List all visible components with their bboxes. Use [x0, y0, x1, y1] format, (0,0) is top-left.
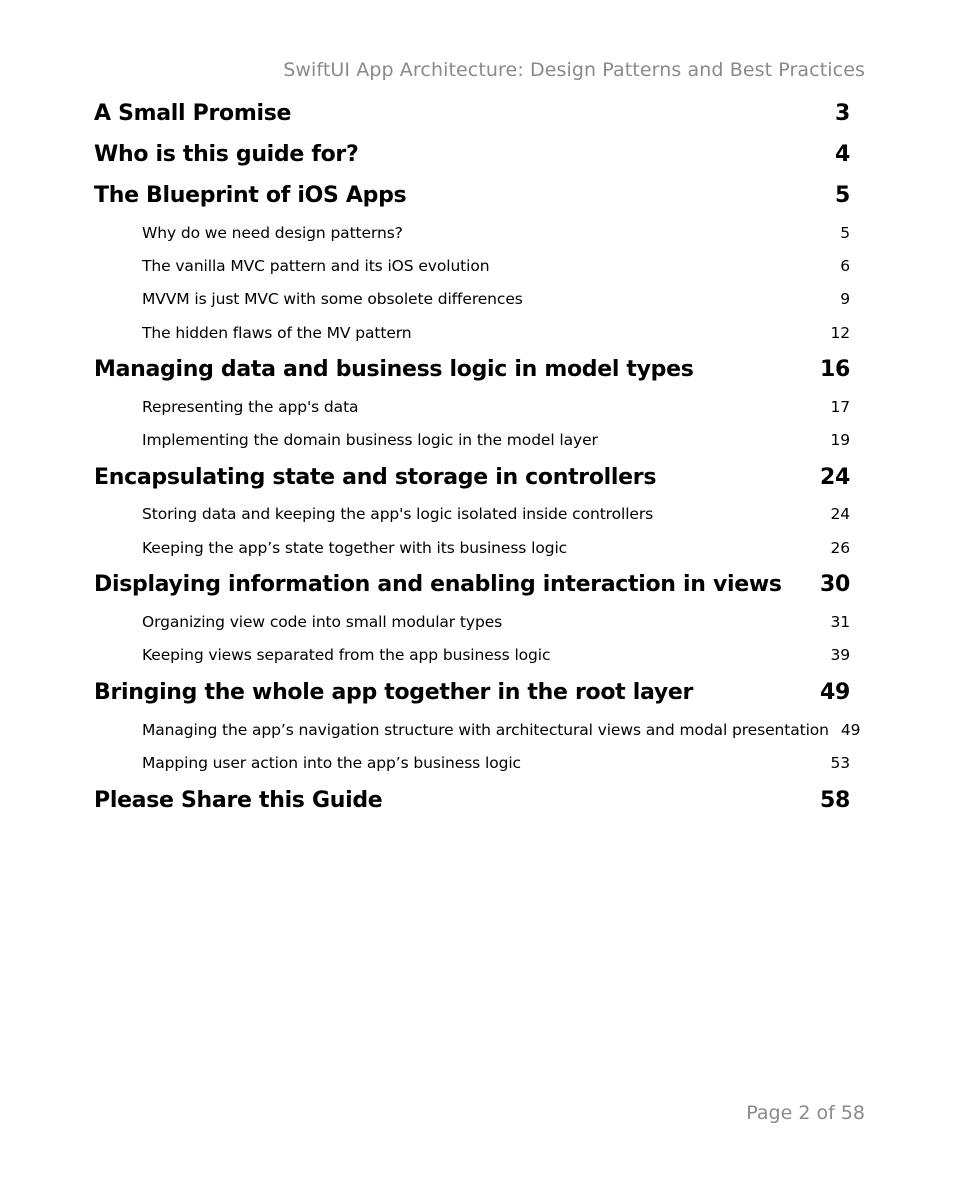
toc-subentry-title: Keeping views separated from the app business logic	[142, 646, 551, 665]
toc-subentry[interactable]	[94, 216, 850, 249]
toc-subentry-page: 49	[840, 720, 861, 739]
toc-subentry-page: 39	[830, 646, 850, 665]
toc-subentry-title: Why do we need design patterns?	[142, 223, 403, 242]
table-of-contents	[94, 93, 861, 821]
running-header: SwiftUI App Architecture: Design Patterns and Best Practices	[283, 59, 865, 81]
toc-subentry[interactable]	[94, 639, 850, 672]
toc-subentry[interactable]	[94, 746, 850, 779]
toc-entry[interactable]	[94, 93, 850, 134]
toc-entry[interactable]	[94, 564, 850, 605]
toc-subentry-page: 17	[830, 397, 850, 416]
toc-entry-title: The Blueprint of iOS Apps	[94, 183, 407, 208]
toc-subentry-page: 9	[840, 290, 850, 309]
toc-subentry[interactable]	[94, 423, 850, 456]
toc-entry[interactable]	[94, 134, 850, 175]
toc-entry-title: Managing data and business logic in model types	[94, 357, 694, 383]
toc-entry[interactable]	[94, 780, 850, 821]
toc-subentry-title: Storing data and keeping the app's logic isolated inside controllers	[142, 505, 654, 524]
toc-subentry[interactable]	[94, 249, 850, 282]
toc-subentry-title: Managing the app’s navigation structure with architectural views and modal presentation	[142, 720, 829, 739]
toc-subentry[interactable]	[94, 531, 850, 564]
toc-entry-title: Please Share this Guide	[94, 787, 383, 813]
toc-subentry-title: Keeping the app’s state together with its business logic	[142, 538, 568, 557]
toc-subentry-page: 26	[830, 538, 850, 557]
toc-subentry-page: 19	[830, 431, 850, 450]
toc-entry-page: 24	[819, 464, 850, 490]
toc-subentry-title: The vanilla MVC pattern and its iOS evolution	[142, 256, 490, 275]
toc-entry-page: 49	[819, 679, 850, 705]
toc-entry-title: Encapsulating state and storage in controllers	[94, 464, 657, 490]
toc-entry-title: A Small Promise	[94, 101, 292, 126]
toc-subentry[interactable]	[94, 713, 861, 746]
toc-entry[interactable]	[94, 457, 850, 498]
toc-entry-title: Bringing the whole app together in the root layer	[94, 679, 694, 705]
toc-subentry[interactable]	[94, 390, 850, 423]
toc-entry-page: 4	[834, 142, 850, 167]
toc-entry-page: 58	[819, 787, 850, 813]
toc-entry-page: 30	[819, 572, 850, 598]
toc-entry-page: 16	[819, 357, 850, 383]
toc-subentry-page: 5	[840, 223, 850, 242]
toc-subentry-page: 31	[830, 613, 850, 632]
toc-entry-title: Displaying information and enabling interaction in views	[94, 572, 782, 598]
toc-subentry[interactable]	[94, 605, 850, 638]
toc-subentry-title: The hidden flaws of the MV pattern	[142, 323, 412, 342]
toc-subentry-page: 53	[830, 753, 850, 772]
toc-entry-page: 3	[834, 101, 850, 126]
toc-entry-page: 5	[834, 183, 850, 208]
toc-entry[interactable]	[94, 175, 850, 216]
page-footer: Page 2 of 58	[746, 1102, 865, 1124]
toc-entry-title: Who is this guide for?	[94, 142, 359, 167]
toc-entry[interactable]	[94, 672, 850, 713]
toc-subentry-title: MVVM is just MVC with some obsolete differences	[142, 290, 523, 309]
toc-subentry-title: Representing the app's data	[142, 397, 359, 416]
toc-subentry[interactable]	[94, 316, 850, 349]
toc-subentry[interactable]	[94, 498, 850, 531]
toc-subentry-title: Implementing the domain business logic in the model layer	[142, 431, 598, 450]
toc-subentry-title: Mapping user action into the app’s business logic	[142, 753, 521, 772]
toc-subentry[interactable]	[94, 283, 850, 316]
toc-subentry-page: 12	[830, 323, 850, 342]
toc-subentry-page: 24	[830, 505, 850, 524]
toc-subentry-title: Organizing view code into small modular types	[142, 613, 503, 632]
toc-entry[interactable]	[94, 349, 850, 390]
toc-subentry-page: 6	[840, 256, 850, 275]
